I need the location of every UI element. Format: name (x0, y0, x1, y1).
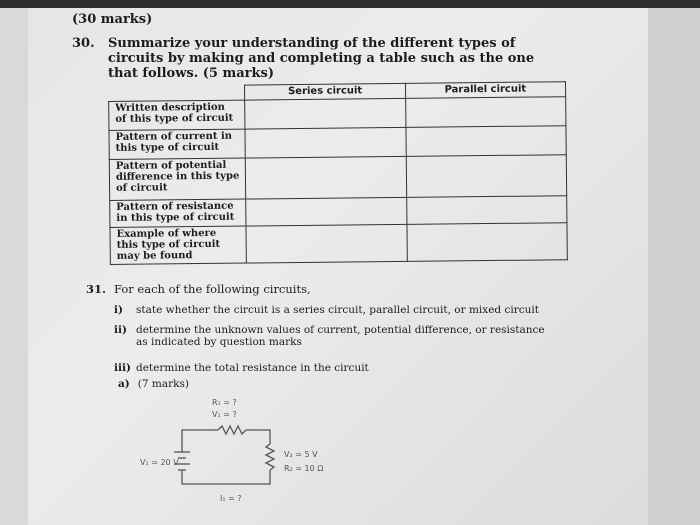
v2-label: V₂ = 5 V (284, 450, 318, 459)
table-header-parallel: Parallel circuit (405, 82, 566, 99)
row-label: Pattern of resistance in this type of circuit (110, 199, 247, 227)
table-header-blank (109, 85, 246, 101)
r2-label: R₂ = 10 Ω (284, 464, 324, 473)
wire-top-right (246, 430, 270, 444)
part-a-marks: (7 marks) (137, 378, 189, 390)
parallel-cell[interactable] (407, 223, 568, 262)
series-cell[interactable] (245, 98, 405, 129)
item-text: state whether the circuit is a series circuit, parallel circuit, or mixed circuit (136, 304, 539, 316)
question-31-number: 31. (86, 282, 107, 296)
row-label: Pattern of current in this type of circuit (109, 129, 246, 159)
series-cell[interactable] (246, 156, 407, 199)
source-voltage-label: V₁ = 20 V (140, 458, 179, 467)
question-31-item-3 (114, 362, 369, 374)
series-cell[interactable] (246, 197, 406, 226)
series-cell[interactable] (246, 224, 407, 263)
table-row (110, 223, 567, 265)
question-30-text: Summarize your understanding of the different types of circuits by making and completing a table such as the one that follows. (5 marks) (108, 36, 535, 81)
parallel-cell[interactable] (406, 126, 567, 157)
question-30 (72, 36, 542, 81)
parallel-cell[interactable] (406, 155, 567, 198)
item-text: determine the total resistance in the circuit (136, 362, 369, 374)
row-label: Written description of this type of circuit (109, 100, 246, 130)
question-31-item-1 (114, 304, 539, 316)
item-numeral: ii) (114, 324, 127, 336)
circuit-summary-table (108, 81, 568, 265)
section-marks: (30 marks) (72, 12, 153, 27)
row-label: Pattern of potential difference in this type of circuit (109, 158, 246, 200)
item-text: determine the unknown values of current, potential difference, or resistance (136, 324, 545, 336)
question-31-item-2 (114, 324, 545, 348)
wire-top-left (182, 430, 218, 439)
current-label: I₁ = ? (220, 494, 242, 503)
circuit-diagram (130, 392, 360, 512)
part-a-letter: a) (118, 378, 130, 390)
parallel-cell[interactable] (405, 97, 566, 128)
r1-label: R₁ = ? (212, 398, 237, 407)
item-text-continued: as indicated by question marks (136, 336, 302, 348)
series-cell[interactable] (245, 127, 405, 158)
resistor-r1-symbol (218, 426, 246, 434)
circuit-wires (130, 392, 360, 512)
question-31-intro: For each of the following circuits, (114, 282, 311, 296)
table-header-series: Series circuit (245, 83, 405, 100)
v1-label: V₁ = ? (212, 410, 237, 419)
desk-edge (648, 8, 700, 525)
resistor-r2-symbol (266, 444, 274, 470)
item-numeral: i) (114, 304, 123, 316)
item-numeral: iii) (114, 362, 131, 374)
wire-bottom (182, 470, 270, 484)
row-label: Example of where this type of circuit may be found (110, 226, 247, 264)
table-row (109, 155, 566, 201)
question-30-number: 30. (72, 36, 95, 51)
part-a (118, 378, 189, 390)
parallel-cell[interactable] (406, 196, 567, 225)
